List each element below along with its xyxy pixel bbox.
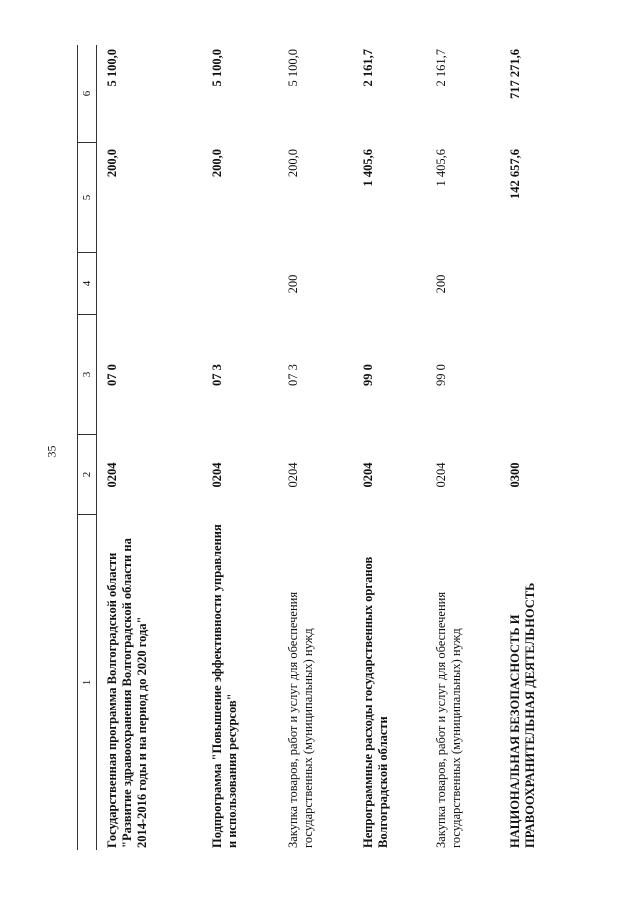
row-value-col5: 1 405,6 [361,149,375,187]
row-section-code: 0300 [508,462,522,488]
row-section-code: 0204 [434,462,448,488]
row-value-col6: 2 161,7 [434,49,448,87]
row-name: Закупка товаров, работ и услуг для обеспечения государственных (муниципальных) нужд [434,591,463,848]
row-target-article: 99 0 [434,364,448,386]
row-name: Закупка товаров, работ и услуг для обеспечения государственных (муниципальных) нужд [286,591,315,848]
row-value-col5: 142 657,6 [508,149,522,199]
row-section-code: 0204 [286,462,300,488]
row-expense-type: 200 [434,274,448,294]
page-number: 35 [44,445,59,458]
row-value-col5: 200,0 [286,149,300,178]
row-name: НАЦИОНАЛЬНАЯ БЕЗОПАСНОСТЬ И ПРАВООХРАНИТЕЛЬНАЯ ДЕЯТЕЛЬНОСТЬ [508,582,537,848]
header-col-3: 3 [78,315,96,435]
header-col-1: 1 [81,679,93,686]
row-value-col5: 200,0 [105,149,119,178]
row-value-col6: 5 100,0 [105,49,119,87]
row-value-col6: 5 100,0 [210,49,224,87]
row-target-article: 99 0 [361,364,375,386]
row-target-article: 07 0 [105,364,119,386]
budget-table [77,45,560,850]
row-target-article: 07 3 [210,364,224,386]
row-value-col6: 717 271,6 [508,49,522,99]
row-target-article: 07 3 [286,364,300,386]
header-col-6: 6 [78,45,96,143]
row-value-col6: 5 100,0 [286,49,300,87]
row-name: Непрограммные расходы государственных органов Волгоградской области [361,556,390,848]
header-col-2: 2 [78,435,96,515]
row-name: Государственная программа Волгоградской области "Развитие здравоохранения Волгоградской области на 2014-2016 годы и на период до 2020 года" [105,538,149,848]
table-header-row [77,45,97,850]
row-value-col6: 2 161,7 [361,49,375,87]
header-col-5: 5 [78,143,96,253]
row-section-code: 0204 [210,462,224,488]
header-col-4: 4 [78,253,96,315]
row-name: Подпрограмма "Повышение эффективности управления и использования ресурсов" [210,524,239,848]
row-section-code: 0204 [105,462,119,488]
row-section-code: 0204 [361,462,375,488]
row-value-col5: 200,0 [210,149,224,178]
row-expense-type: 200 [286,274,300,294]
row-value-col5: 1 405,6 [434,149,448,187]
